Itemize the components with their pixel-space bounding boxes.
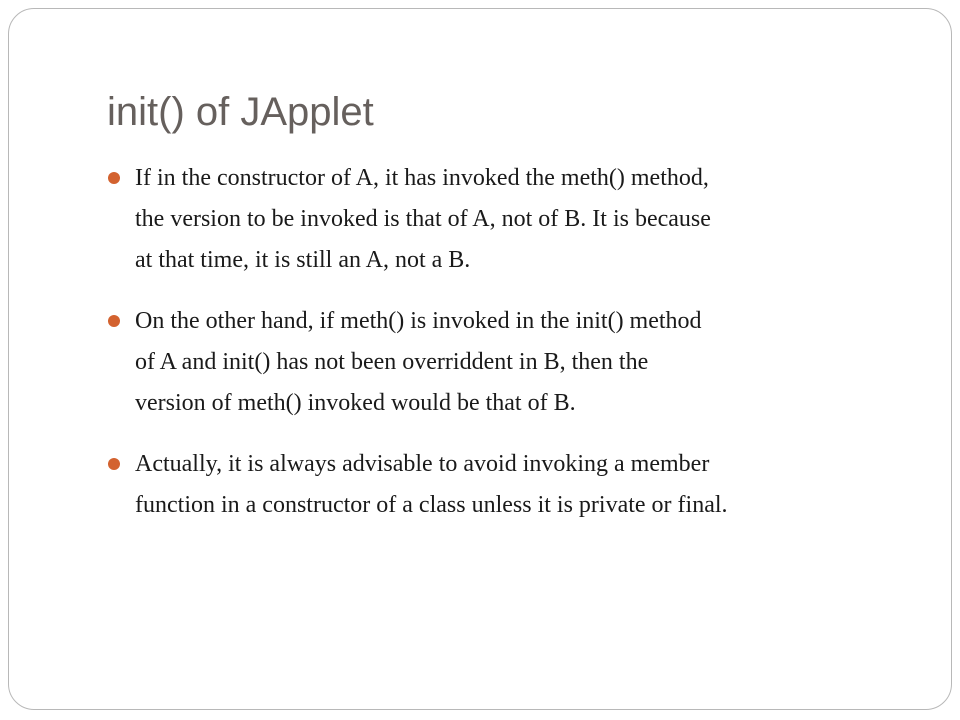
bullet-dot-icon	[108, 315, 120, 327]
bullet-dot-icon	[108, 172, 120, 184]
bullet-dot-icon	[108, 458, 120, 470]
bullet-item-init-method	[105, 301, 925, 424]
bullet-item-advice	[105, 444, 925, 526]
bullet-text: On the other hand, if meth() is invoked in the init() method of A and init() has not been overriddent in B, then the version of meth() invoked would be that of B.	[135, 308, 702, 416]
slide-title: init() of JApplet	[107, 90, 374, 134]
bullet-text: If in the constructor of A, it has invoked the meth() method, the version to be invoked is that of A, not of B. It is because at that time, it is still an A, not a B.	[135, 165, 711, 273]
bullet-list	[105, 158, 925, 546]
bullet-text: Actually, it is always advisable to avoid invoking a member function in a constructor of a class unless it is private or final.	[135, 451, 728, 518]
bullet-item-constructor	[105, 158, 925, 281]
